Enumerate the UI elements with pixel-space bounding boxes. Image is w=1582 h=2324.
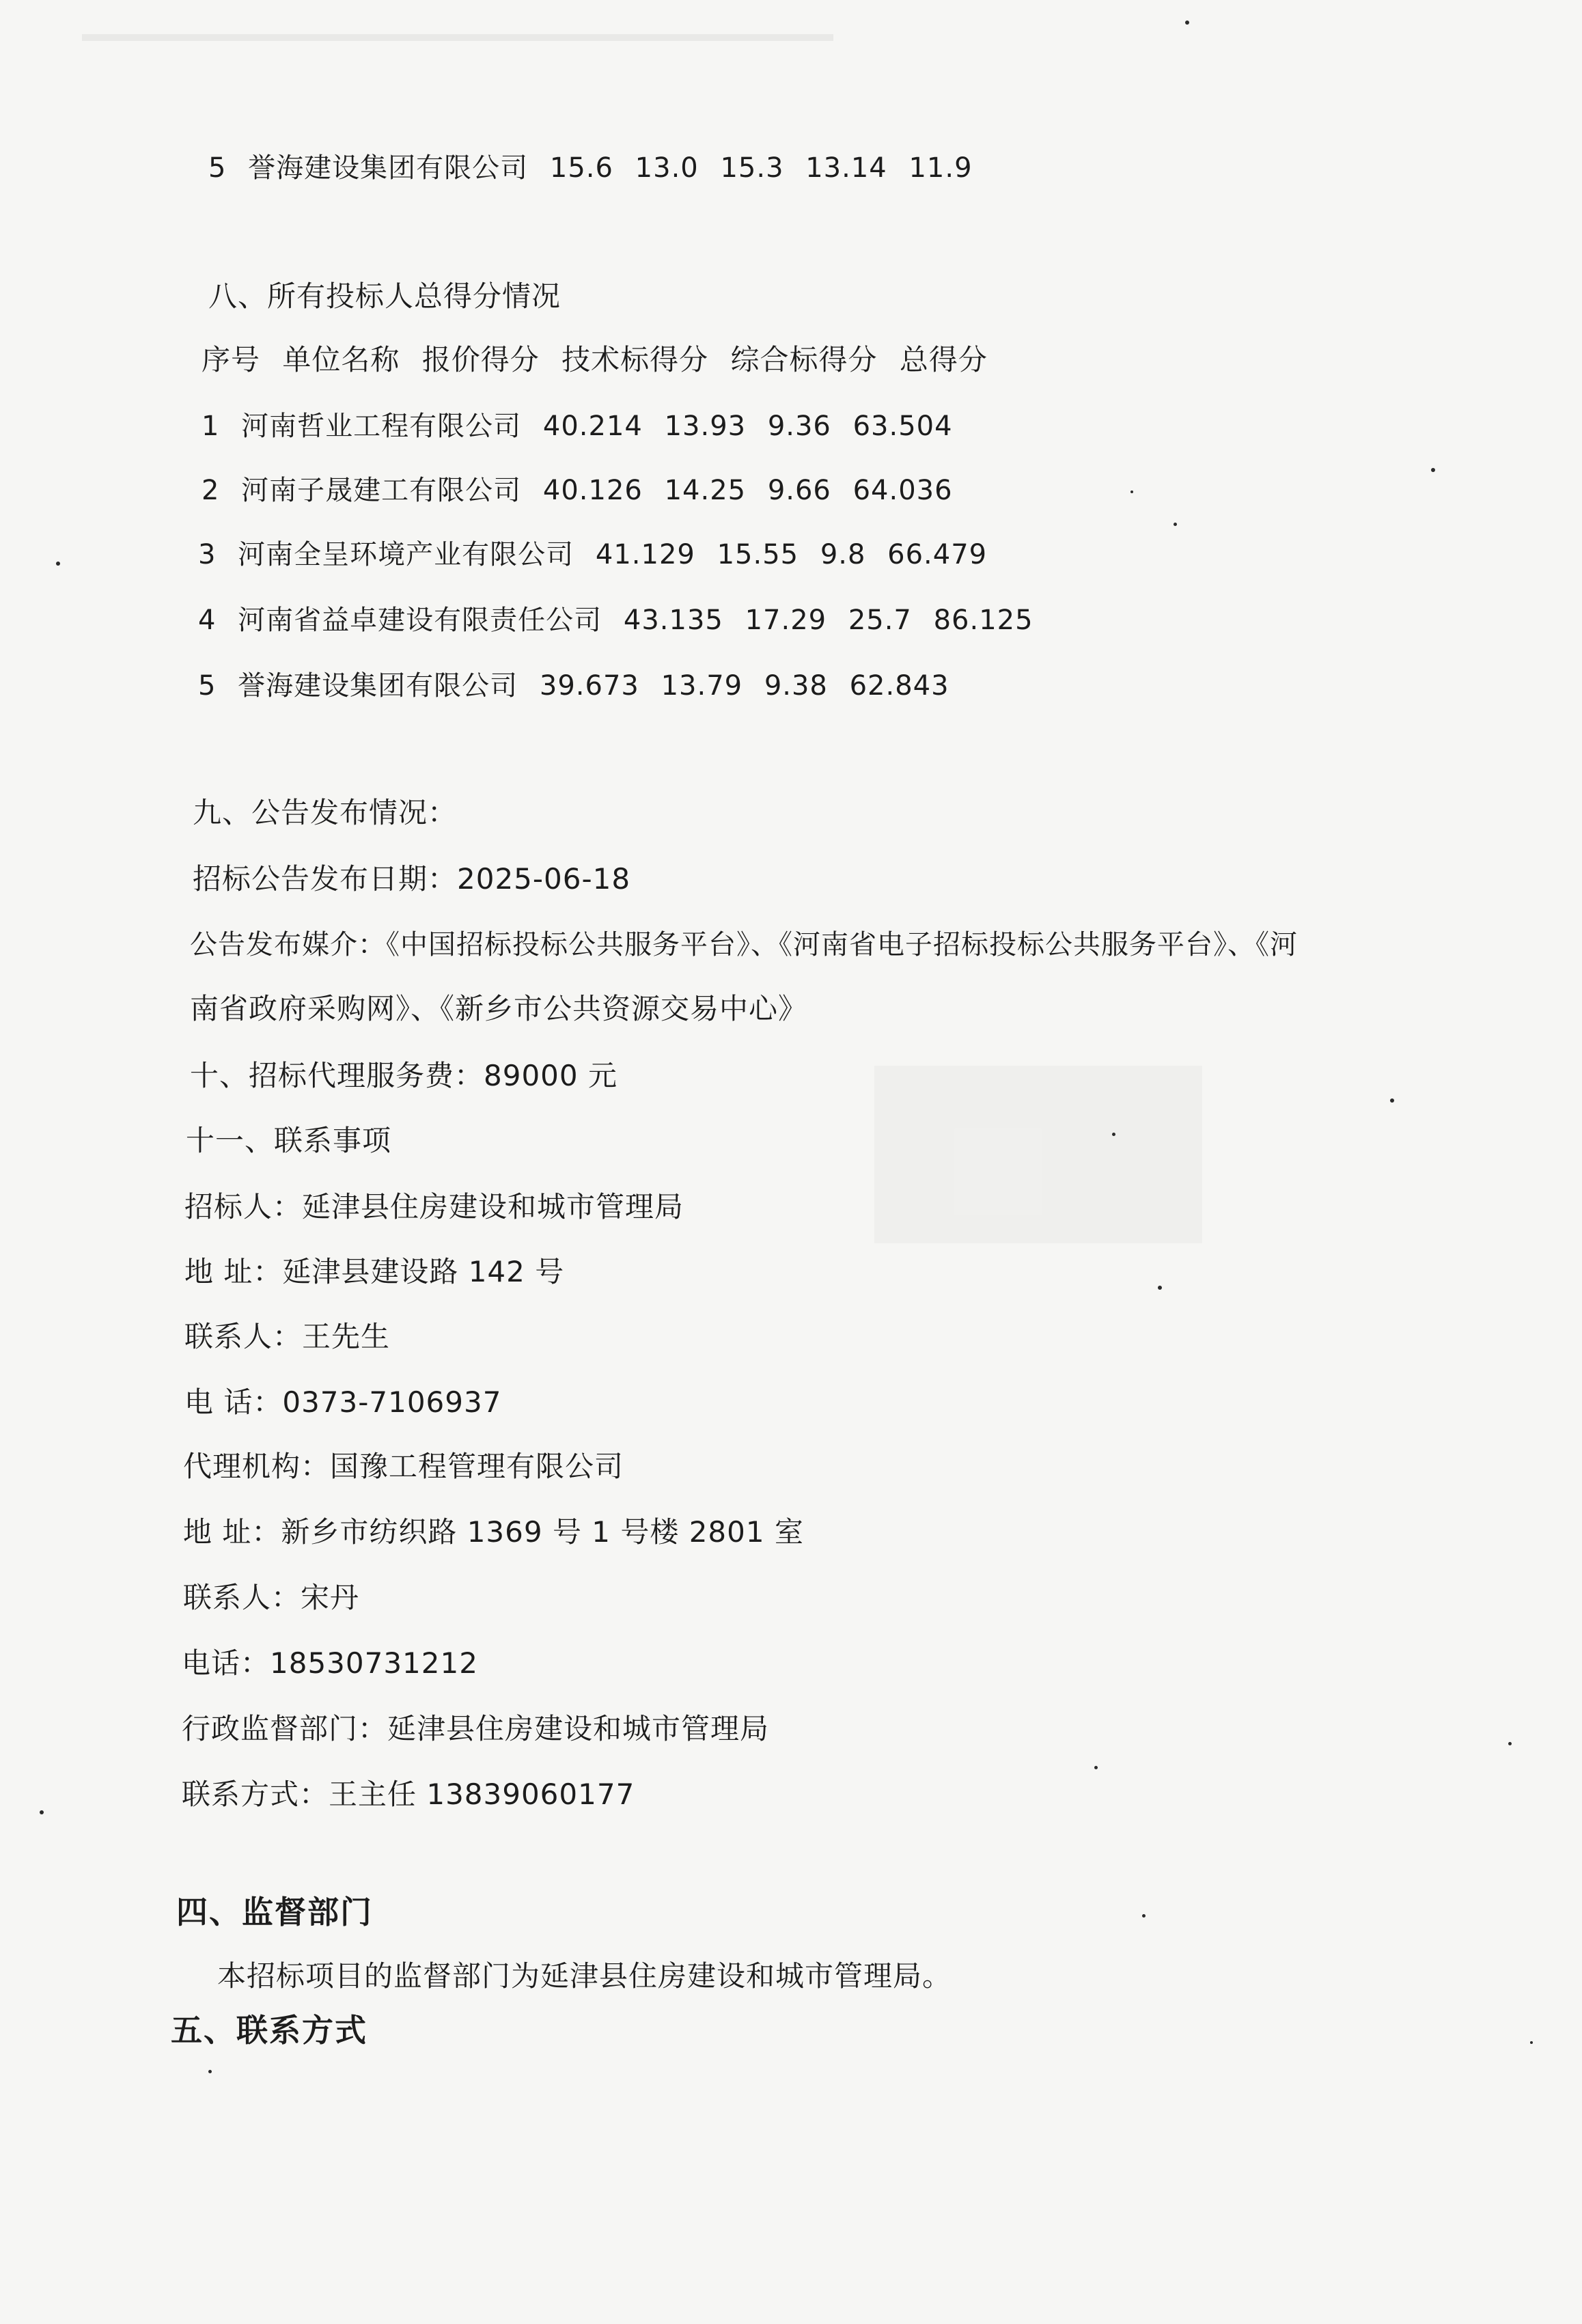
score-value: 13.14	[805, 152, 887, 184]
total-score: 66.479	[887, 539, 988, 570]
scan-smudge	[82, 34, 833, 41]
tech-score: 13.79	[661, 670, 743, 702]
row-number: 4	[198, 605, 217, 636]
row-number: 5	[208, 152, 227, 184]
score-table-row	[198, 669, 949, 702]
header-cell: 综合标得分	[730, 343, 878, 376]
tech-score: 15.55	[717, 539, 799, 570]
scan-speck	[1530, 2041, 1533, 2044]
header-cell: 报价得分	[421, 343, 540, 376]
header-cell: 技术标得分	[561, 343, 709, 376]
row-number: 2	[202, 475, 220, 506]
row-number: 1	[202, 411, 220, 442]
scan-speck	[208, 2070, 212, 2073]
row-number: 3	[198, 539, 217, 570]
company-name: 河南子晟建工有限公司	[241, 475, 522, 506]
score-table-header	[202, 344, 988, 376]
scan-speck	[1130, 490, 1133, 493]
supervision-body: 本招标项目的监督部门为延津县住房建设和城市管理局。	[217, 1959, 952, 1993]
contact-line: 招标人：延津县住房建设和城市管理局	[184, 1190, 684, 1223]
total-score: 64.036	[852, 475, 953, 506]
comp-score: 25.7	[848, 605, 912, 636]
company-name: 河南全呈环境产业有限公司	[238, 539, 574, 570]
contact-line: 地 址：新乡市纺织路 1369 号 1 号楼 2801 室	[183, 1515, 804, 1549]
company-name: 河南哲业工程有限公司	[241, 411, 522, 442]
score-table-row	[202, 474, 953, 507]
announcement-media-line-1: 公告发布媒介：《中国招标投标公共服务平台》、《河南省电子招标投标公共服务平台》、《河	[190, 929, 1298, 960]
scan-smudge	[874, 1066, 1202, 1243]
scan-speck	[1112, 1133, 1115, 1136]
scan-speck	[1185, 20, 1189, 25]
scan-speck	[1094, 1766, 1098, 1769]
company-name: 誉海建设集团有限公司	[248, 152, 529, 184]
scan-speck	[1508, 1742, 1512, 1745]
price-score: 39.673	[539, 670, 639, 702]
price-score: 43.135	[623, 605, 723, 636]
comp-score: 9.8	[820, 539, 866, 570]
contact-line: 地 址：延津县建设路 142 号	[184, 1255, 565, 1288]
contact-line: 行政监督部门：延津县住房建设和城市管理局	[182, 1712, 770, 1745]
total-score: 63.504	[852, 411, 953, 442]
scan-speck	[1142, 1914, 1146, 1918]
tech-score: 14.25	[664, 475, 747, 506]
price-score: 41.129	[595, 539, 695, 570]
contact-line: 电话：18530731212	[182, 1646, 478, 1680]
tech-score: 13.93	[664, 411, 747, 442]
score-value: 15.6	[549, 152, 613, 184]
agency-fee: 十、招标代理服务费：89000 元	[190, 1059, 617, 1092]
header-cell: 序号	[202, 343, 261, 376]
section-11-title: 十一、联系事项	[186, 1124, 392, 1157]
price-score: 40.214	[542, 411, 643, 442]
score-value: 15.3	[720, 152, 784, 184]
score-table-row	[198, 604, 1033, 637]
score-table-row	[202, 410, 953, 443]
company-name: 誉海建设集团有限公司	[238, 670, 518, 702]
scan-speck	[1174, 523, 1177, 526]
contact-line: 代理机构：国豫工程管理有限公司	[183, 1450, 624, 1483]
comp-score: 9.38	[764, 670, 828, 702]
contact-line: 电 话：0373-7106937	[184, 1385, 502, 1419]
scan-speck	[1158, 1286, 1162, 1290]
scan-speck	[1431, 468, 1435, 472]
score-table-row	[198, 538, 987, 571]
comp-score: 9.36	[767, 411, 831, 442]
total-score: 86.125	[933, 605, 1033, 636]
total-score: 62.843	[849, 670, 949, 702]
prev-table-row	[208, 152, 973, 184]
score-value: 11.9	[908, 152, 973, 184]
contact-line: 联系人：王先生	[184, 1320, 391, 1353]
scan-speck	[1390, 1098, 1394, 1103]
header-cell: 总得分	[899, 343, 988, 376]
comp-score: 9.66	[767, 475, 831, 506]
contact-line: 联系人：宋丹	[183, 1581, 360, 1614]
section-heading-5: 五、联系方式	[171, 2012, 367, 2049]
scan-speck	[40, 1810, 44, 1814]
tech-score: 17.29	[745, 605, 827, 636]
score-value: 13.0	[635, 152, 699, 184]
announcement-date: 招标公告发布日期：2025-06-18	[193, 862, 631, 896]
company-name: 河南省益卓建设有限责任公司	[238, 605, 602, 636]
row-number: 5	[198, 670, 217, 702]
contact-line: 联系方式：王主任 13839060177	[182, 1777, 635, 1811]
scan-speck	[56, 562, 60, 566]
price-score: 40.126	[542, 475, 643, 506]
section-heading-4: 四、监督部门	[176, 1894, 373, 1931]
section-8-title: 八、所有投标人总得分情况	[208, 279, 561, 313]
header-cell: 单位名称	[282, 343, 400, 376]
announcement-media-line-2: 南省政府采购网》、《新乡市公共资源交易中心》	[190, 992, 808, 1025]
section-9-title: 九、公告发布情况：	[193, 796, 458, 829]
